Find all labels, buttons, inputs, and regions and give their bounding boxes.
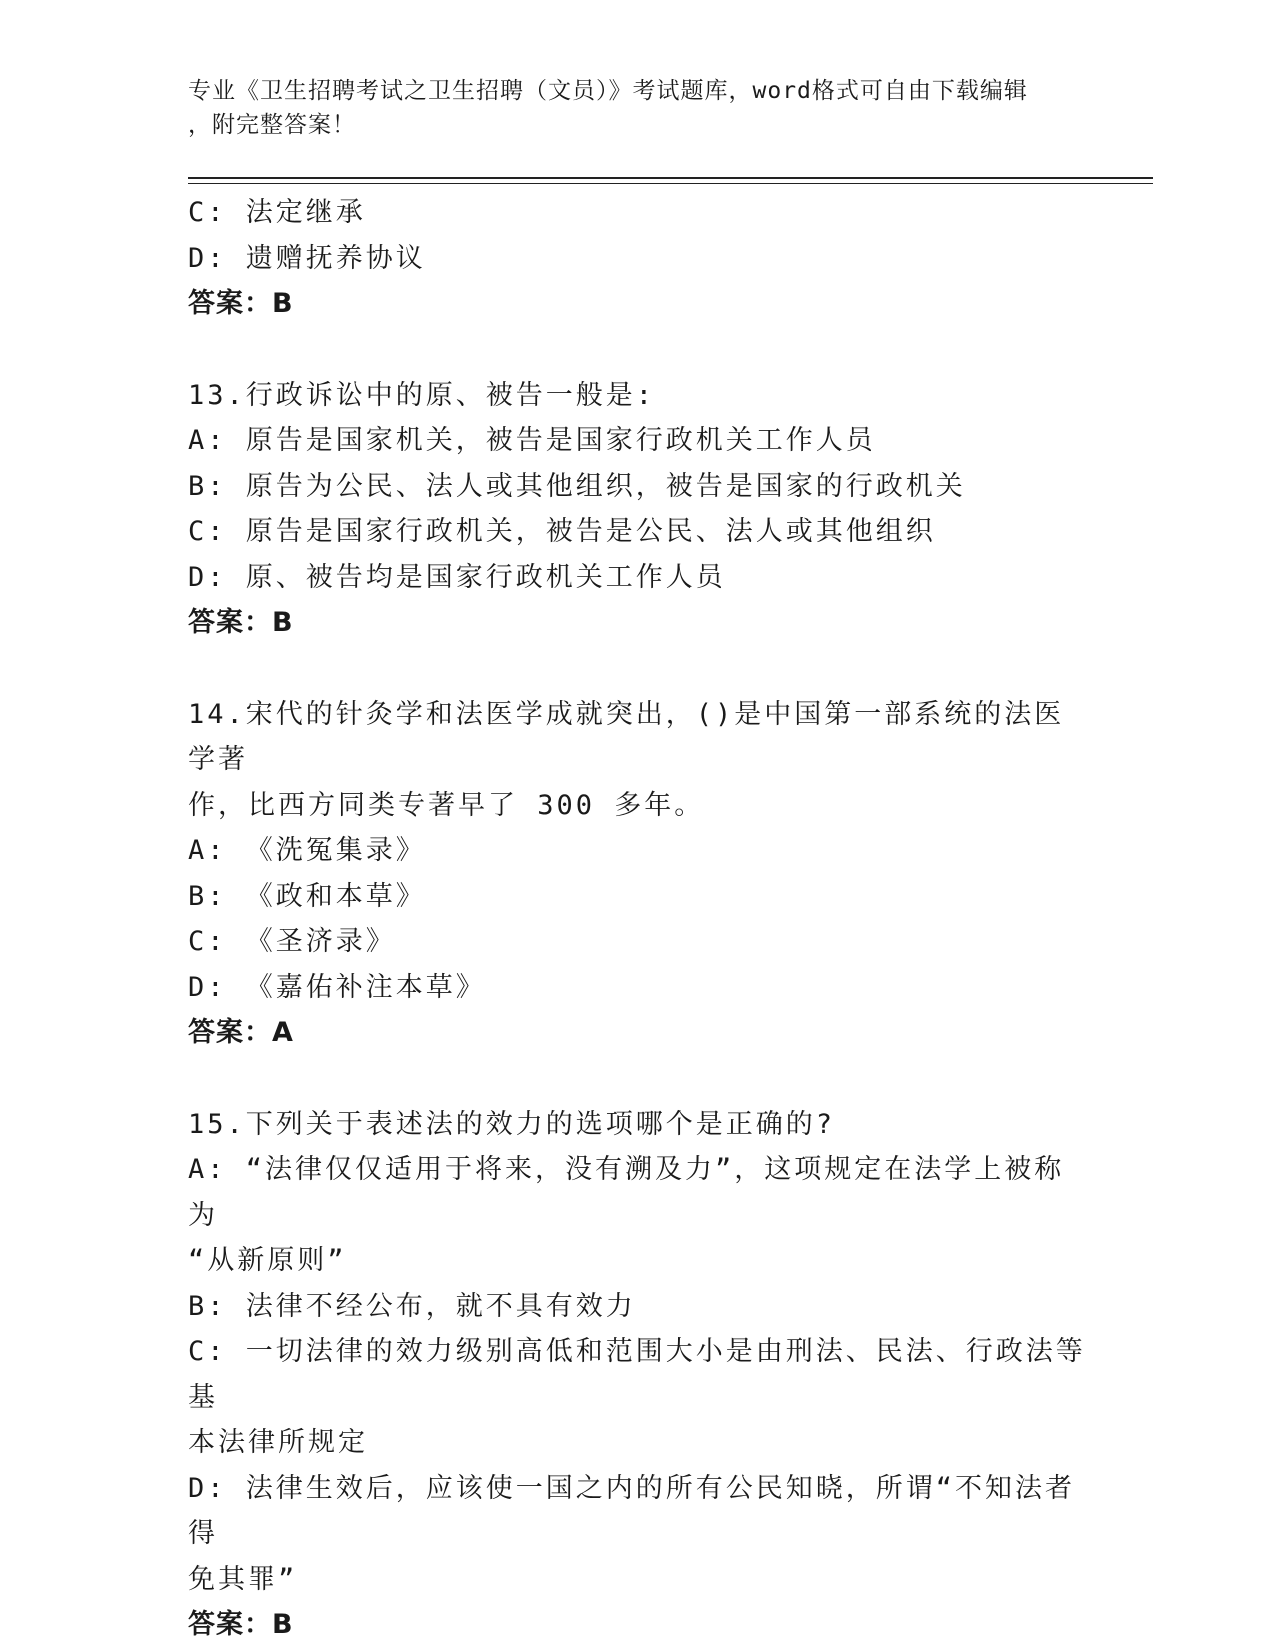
- header-divider-thick: [188, 177, 1153, 179]
- option-a: A: “法律仅仅适用于将来，没有溯及力”，这项规定在法学上被称为: [188, 1154, 1065, 1231]
- question-13: [188, 373, 1088, 646]
- spacer: [188, 1056, 1088, 1102]
- option-d: D: 遗赠抚养协议: [188, 242, 426, 274]
- answer-line: 答案：A: [188, 1017, 294, 1048]
- document-header: [188, 74, 1088, 142]
- option-d: D: 原、被告均是国家行政机关工作人员: [188, 561, 726, 593]
- document-body: [188, 190, 1088, 1648]
- header-line-1: 专业《卫生招聘考试之卫生招聘（文员）》考试题库，word格式可自由下载编辑: [188, 78, 1028, 104]
- question-stem: 15.下列关于表述法的效力的选项哪个是正确的?: [188, 1108, 836, 1140]
- header-line-2: ，附完整答案！: [188, 112, 356, 138]
- question-14: [188, 692, 1088, 1056]
- question-15: [188, 1102, 1088, 1648]
- option-c: C: 一切法律的效力级别高低和范围大小是由刑法、民法、行政法等基: [188, 1336, 1086, 1413]
- option-a: A: 原告是国家机关，被告是国家行政机关工作人员: [188, 425, 876, 456]
- option-d-cont: 免其罪”: [188, 1563, 298, 1595]
- option-c: C: 《圣济录》: [188, 926, 396, 957]
- answer-line: 答案：B: [188, 288, 294, 319]
- option-b: B: 法律不经公布，就不具有效力: [188, 1290, 636, 1322]
- option-a-cont: “从新原则”: [188, 1245, 347, 1276]
- option-b: B: 《政和本草》: [188, 880, 426, 912]
- question-stem: 14.宋代的针灸学和法医学成就突出，()是中国第一部系统的法医学著: [188, 698, 1065, 775]
- spacer: [188, 327, 1088, 373]
- question-stem: 13.行政诉讼中的原、被告一般是:: [188, 379, 656, 411]
- option-d: D: 《嘉佑补注本草》: [188, 971, 486, 1003]
- option-c-cont: 本法律所规定: [188, 1427, 368, 1458]
- answer-line: 答案：B: [188, 1609, 294, 1640]
- option-c: C: 原告是国家行政机关，被告是公民、法人或其他组织: [188, 516, 936, 547]
- previous-question-tail: [188, 190, 1088, 327]
- option-d: D: 法律生效后，应该使一国之内的所有公民知晓，所谓“不知法者得: [188, 1472, 1076, 1549]
- option-a: A: 《洗冤集录》: [188, 835, 426, 866]
- spacer: [188, 646, 1088, 692]
- header-divider-thin: [188, 183, 1153, 184]
- option-c: C: 法定继承: [188, 197, 366, 228]
- question-stem-cont: 作，比西方同类专著早了 300 多年。: [188, 789, 705, 821]
- answer-line: 答案：B: [188, 607, 294, 638]
- option-b: B: 原告为公民、法人或其他组织，被告是国家的行政机关: [188, 470, 966, 502]
